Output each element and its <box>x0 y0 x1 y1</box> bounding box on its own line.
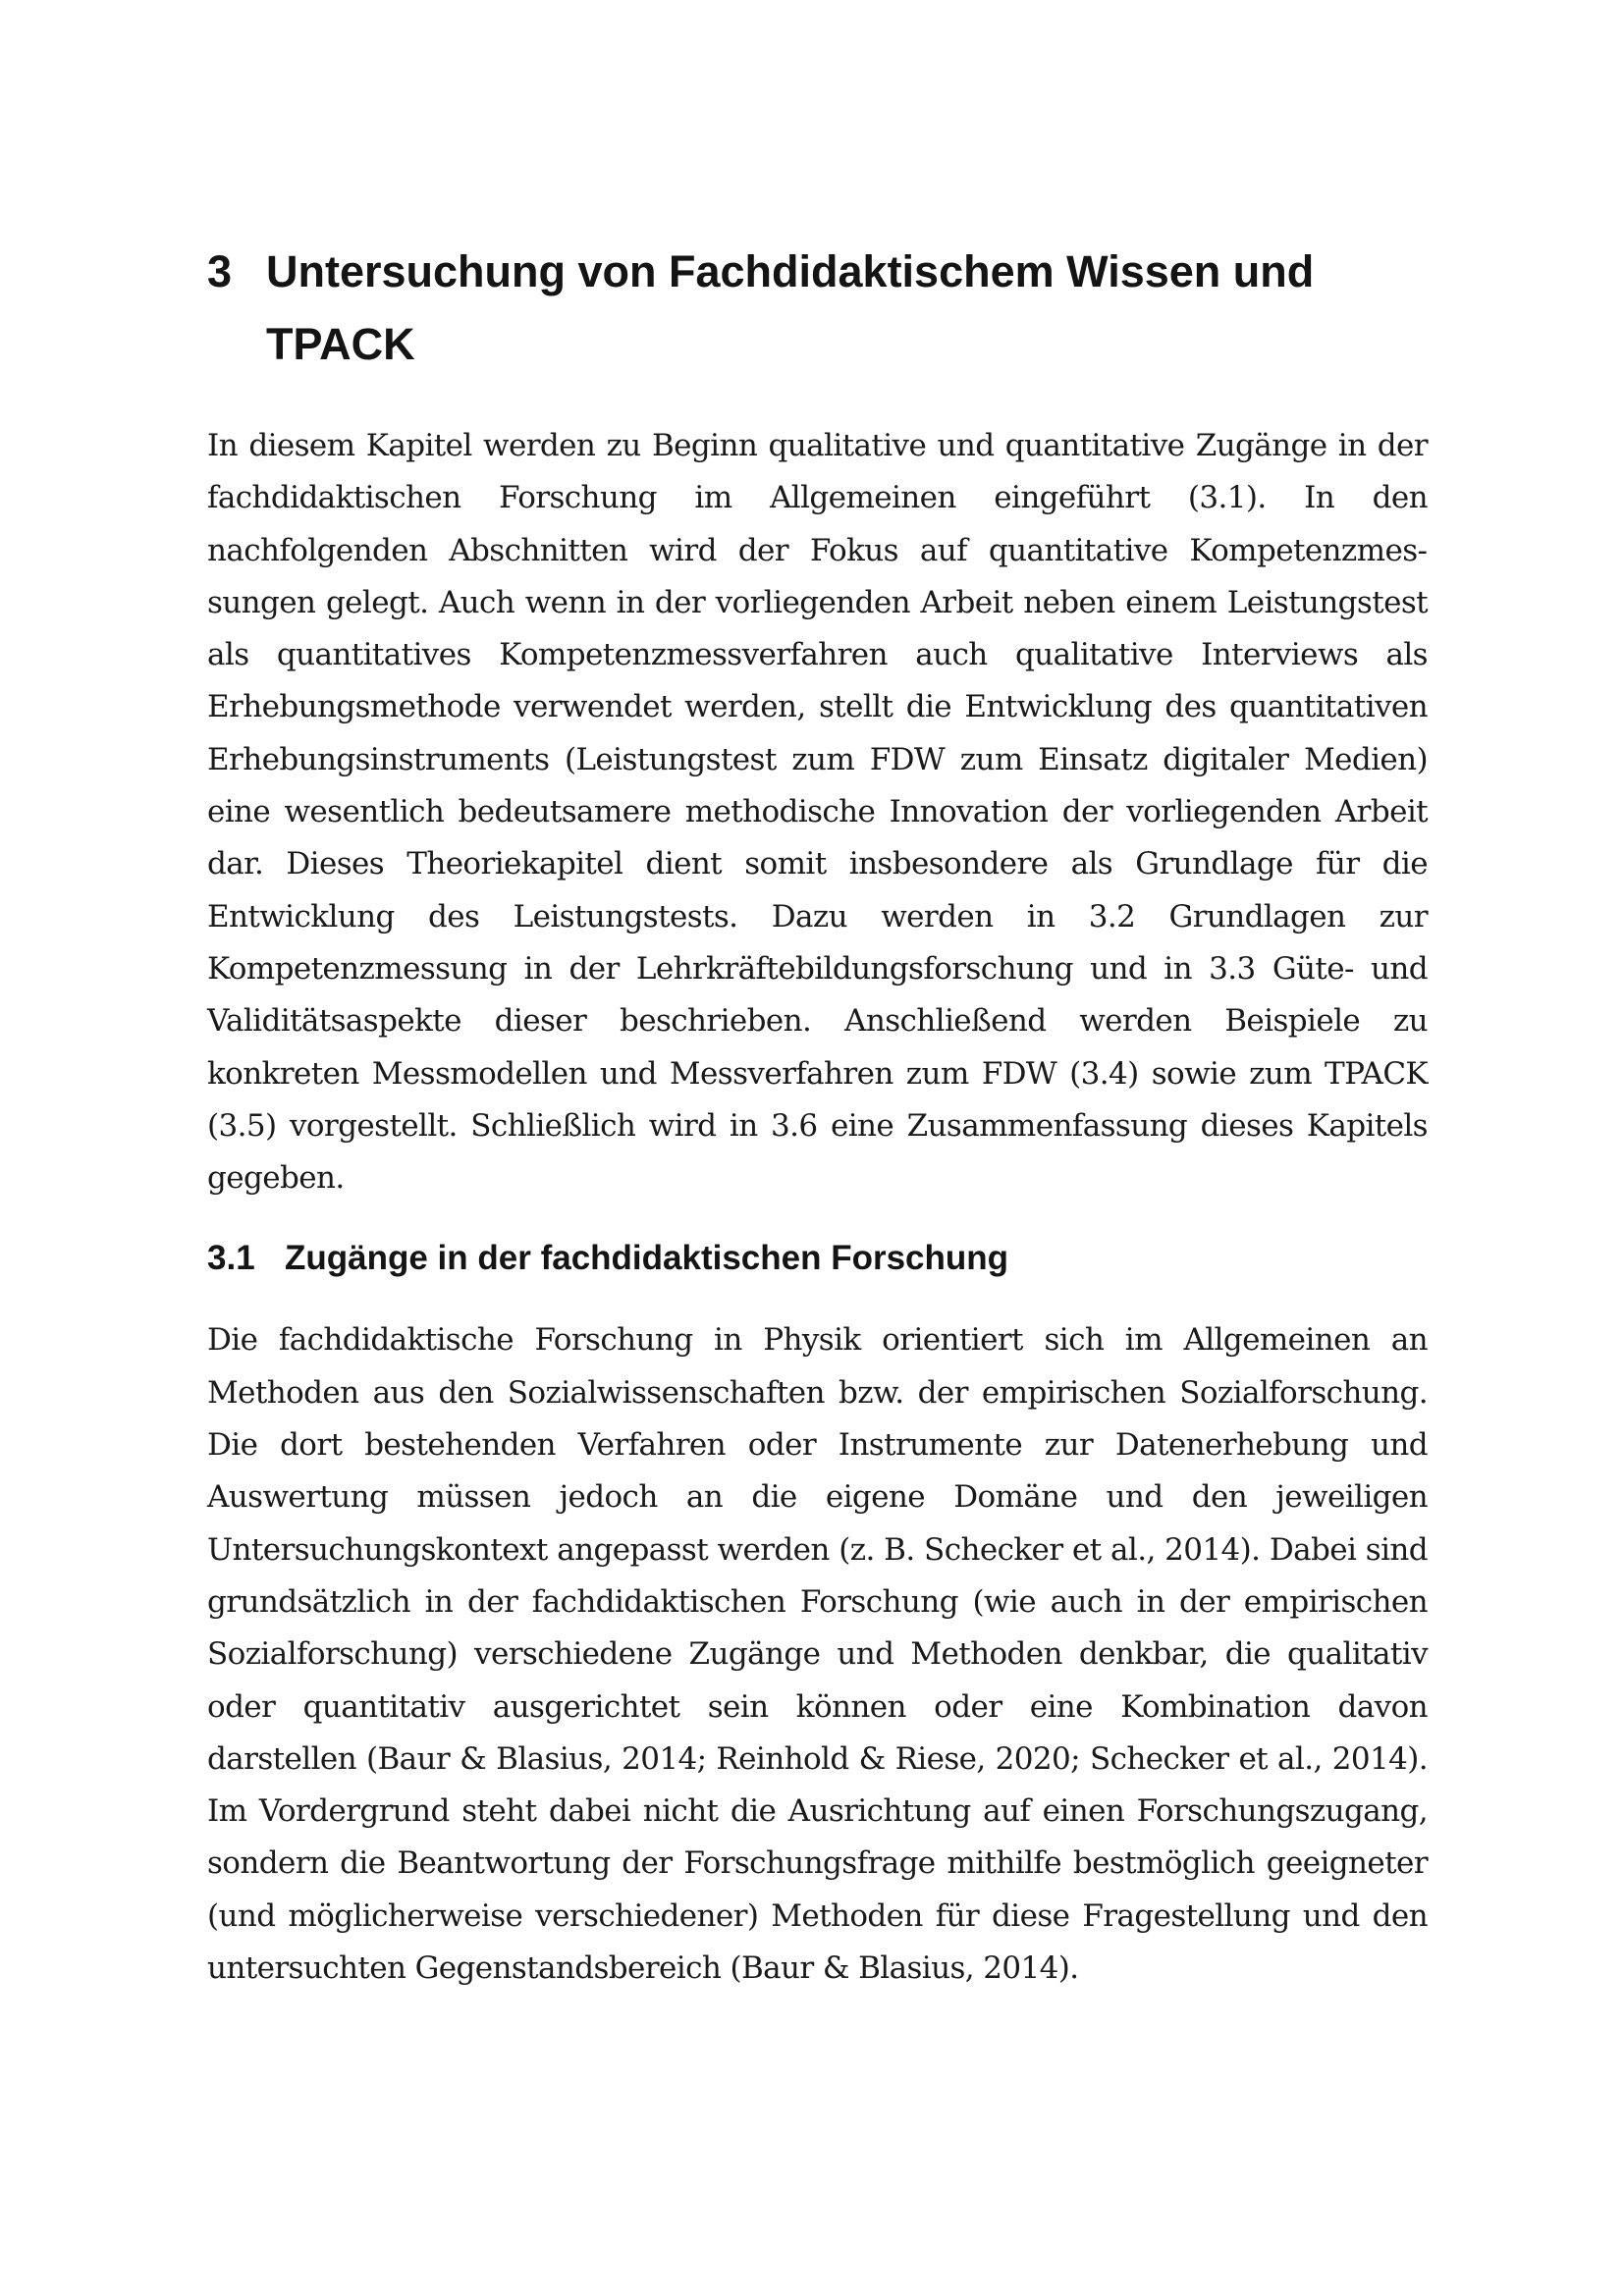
section-paragraph: Die fachdidaktische Forschung in Physik orientiert sich im Allgemeinen an Methoden aus den Sozialwissenschaften bzw. der empirischen Sozialforschung. Die dort bestehenden Verfahren oder Instrumente zur Datenerhebung und Auswertung müssen jedoch an die eigene Domäne und den jeweiligen Untersuchungskontext angepasst werden (z. B. Schecker et al., 2014). Dabei sind grundsätzlich in der fachdidaktischen Forschung (wie auch in der empirischen Sozialforschung) verschiedene Zugänge und Methoden denkbar, die qualitativ oder quantitativ ausgerichtet sein können oder eine Kombination davon darstellen (Baur & Blasius, 2014; Reinhold & Riese, 2020; Schecker et al., 2014). Im Vordergrund steht dabei nicht die Ausrichtung auf einen Forschungszugang, sondern die Beantwortung der Forschungsfrage mithilfe bestmöglich geeigneter (und möglicherweise verschiedener) Methoden für diese Fragestellung und den untersuchten Gegenstandsbereich (Baur & Blasius, 2014). <box>207 1322 1428 1987</box>
section-number: 3.1 <box>207 1239 255 1278</box>
chapter-title: Untersuchung von Fachdidaktischem Wissen und TPACK <box>266 246 1315 369</box>
section-title: Zugänge in der fachdidaktischen Forschung <box>285 1239 1009 1278</box>
chapter-number: 3 <box>207 246 233 296</box>
intro-paragraph: In diesem Kapitel werden zu Beginn qualitative und quantitative Zugänge in der fachdidaktischen Forschung im Allgemeinen eingeführt (3.1). In den nachfolgenden Abschnitten wird der Fokus auf quantitative Kompetenzmessungen gelegt. Auch wenn in der vorliegenden Arbeit neben einem Leistungstest als quantitatives Kompetenzmessverfahren auch qualitative Interviews als Erhebungsmethode verwendet werden, stellt die Entwicklung des quantitativen Erhebungsinstruments (Leistungstest zum FDW zum Einsatz digitaler Medien) eine wesentlich bedeutsamere methodische Innovation der vorliegenden Arbeit dar. Dieses Theoriekapitel dient somit insbesondere als Grundlage für die Entwicklung des Leistungstests. Dazu werden in 3.2 Grundlagen zur Kompetenzmessung in der Lehrkräftebildungsforschung und in 3.3 Güte- und Validitätsaspekte dieser beschrieben. Anschließend werden Beispiele zu konkreten Messmodellen und Messverfahren zum FDW (3.4) sowie zum TPACK (3.5) vorgestellt. Schließlich wird in 3.6 eine Zusammenfassung dieses Kapitels gegeben. <box>207 428 1428 1197</box>
chapter-heading <box>207 236 1428 381</box>
document-page <box>207 236 1428 1995</box>
section-heading <box>207 1234 1428 1283</box>
